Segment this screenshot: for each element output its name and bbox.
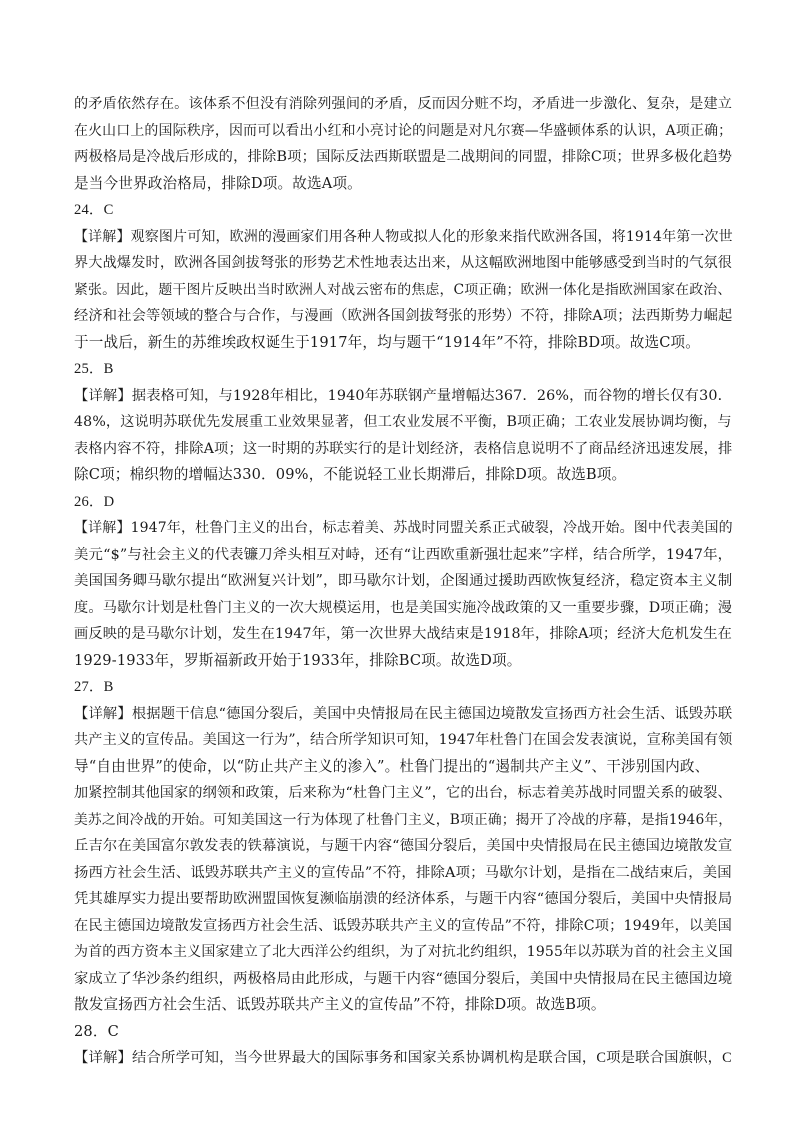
text-line: 【详解】根据题干信息“德国分裂后，美国中央情报局在民主德国边境散发宣扬西方社会生活、诋毁苏联: [74, 705, 733, 722]
text-line: 表格内容不符，排除A项；这一时期的苏联实行的是计划经济，表格信息说明不了商品经济迅速发展，排: [74, 440, 733, 457]
text-line: 是当今世界政治格局，排除D项。故选A项。: [74, 174, 362, 192]
text-line: 在民主德国边境散发宣扬西方社会生活、诋毁苏联共产主义的宣传品”不符，排除C项；1949年，以美国: [74, 917, 733, 934]
text-line: 凭其雄厚实力提出要帮助欧洲盟国恢复濒临崩溃的经济体系，与题干内容“德国分裂后，美国中央情报局: [74, 891, 733, 907]
text-line: 家成立了华沙条约组织，两极格局由此形成，与题干内容“德国分裂后，美国中央情报局在民主德国边境: [74, 970, 733, 987]
text-line: 在火山口上的国际秩序，因而可以看出小红和小亮讨论的问题是对凡尔赛—华盛顿体系的认识，A项正确；: [74, 122, 733, 139]
text-line: 美国国务卿马歇尔提出“欧洲复兴计划”，即马歇尔计划，企图通过援助西欧恢复经济，稳定资本主义制: [74, 573, 733, 589]
text-line: 的矛盾依然存在。该体系不但没有消除列强间的矛盾，反而因分赃不均，矛盾进一步激化、复杂，是建立: [74, 96, 733, 112]
text-line: 加紧控制其他国家的纲领和政策，后来称为“杜鲁门主义”，它的出台，标志着美苏战时同盟关系的破裂、: [74, 785, 732, 801]
answer-number: 26．D: [74, 493, 115, 510]
text-line: 48%，这说明苏联优先发展重工业效果显著，但工农业发展不平衡，B项正确；工农业发展协调均衡，与: [74, 414, 732, 430]
text-line: 散发宣扬西方社会生活、诋毁苏联共产主义的宣传品”不符，排除D项。故选B项。: [74, 996, 606, 1013]
text-line: 扬西方社会生活、诋毁苏联共产主义的宣传品”不符，排除A项；马歇尔计划，是指在二战结束后，美国: [74, 864, 732, 881]
text-line: 为首的西方资本主义国家建立了北大西洋公约组织，为了对抗北约组织，1955年以苏联为首的社会主义国: [74, 944, 733, 960]
text-line: [74, 1072, 728, 1099]
text-line: 1929-1933年，罗斯福新政开始于1933年，排除BC项。故选D项。: [74, 651, 522, 669]
text-line: 画反映的是马歇尔计划，发生在1947年，第一次世界大战结束是1918年，排除A项；经济大危机发生在: [74, 626, 733, 642]
text-line: 除C项；棉织物的增幅达330．09%，不能说轻工业长期滞后，排除D项。故选B项。: [74, 466, 627, 483]
text-line: 美元“$”与社会主义的代表镰刀斧头相互对峙，还有“让西欧重新强壮起来”字样，结合所学，1947年，: [74, 546, 733, 563]
text-line: 【详解】观察图片可知，欧洲的漫画家们用各种人物或拟人化的形象来指代欧洲各国，将1914年第一次世: [74, 228, 733, 245]
answer-number: 27．B: [74, 679, 114, 695]
text-line: 经济和社会等领域的整合与合作，与漫画（欧洲各国剑拔弩张的形势）不符，排除A项；法西斯势力崛起: [74, 308, 733, 324]
text-line: 界大战爆发时，欧洲各国剑拔弩张的形势艺术性地表达出来，从这幅欧洲地图中能够感受到当时的气氛很: [74, 255, 733, 271]
answer-number: 25．B: [74, 361, 114, 377]
text-line: 【详解】据表格可知，与1928年相比，1940年苏联钢产量增幅达367．26%，而谷物的增长仅有30．: [74, 387, 733, 404]
text-line: 导“自由世界”的使命，以“防止共产主义的渗入”。杜鲁门提出的“遏制共产主义”、干涉别国内政、: [74, 757, 710, 775]
text-line: 28．C: [74, 1022, 119, 1040]
text-line: 紧张。因此，题干图片反映出当时欧洲人对战云密布的焦虑，C项正确；欧洲一体化是指欧洲国家在政治、: [74, 281, 732, 298]
text-line: 于一战后，新生的苏维埃政权诞生于1917年，均与题干“1914年”不符，排除BD项。故选C项。: [74, 333, 701, 351]
text-line: 两极格局是冷战后形成的，排除B项；国际反法西斯联盟是二战期间的同盟，排除C项；世界多极化趋势: [74, 149, 733, 165]
text-line: 度。马歇尔计划是杜鲁门主义的一次大规模运用，也是美国实施冷战政策的又一重要步骤，D项正确；漫: [74, 599, 733, 616]
text-line: 丘吉尔在美国富尔敦发表的铁幕演说，与题干内容“德国分裂后，美国中央情报局在民主德国边境散发宣: [74, 838, 733, 854]
text-line: 【详解】1947年，杜鲁门主义的出台，标志着美、苏战时同盟关系正式破裂，冷战开始。图中代表美国的: [74, 520, 733, 536]
answer-number: 24．C: [74, 202, 114, 218]
text-line: 共产主义的宣传品。美国这一行为”，结合所学知识可知，1947年杜鲁门在国会发表演说，宣称美国有领: [74, 732, 733, 748]
answer-number: 【详解】结合所学可知，当今世界最大的国际事务和国家关系协调机构是联合国，C项是联合国旗帜，C: [74, 1050, 732, 1066]
text-line: 美苏之间冷战的开始。可知美国这一行为体现了杜鲁门主义，B项正确；揭开了冷战的序幕，是指1946年，: [74, 811, 733, 828]
